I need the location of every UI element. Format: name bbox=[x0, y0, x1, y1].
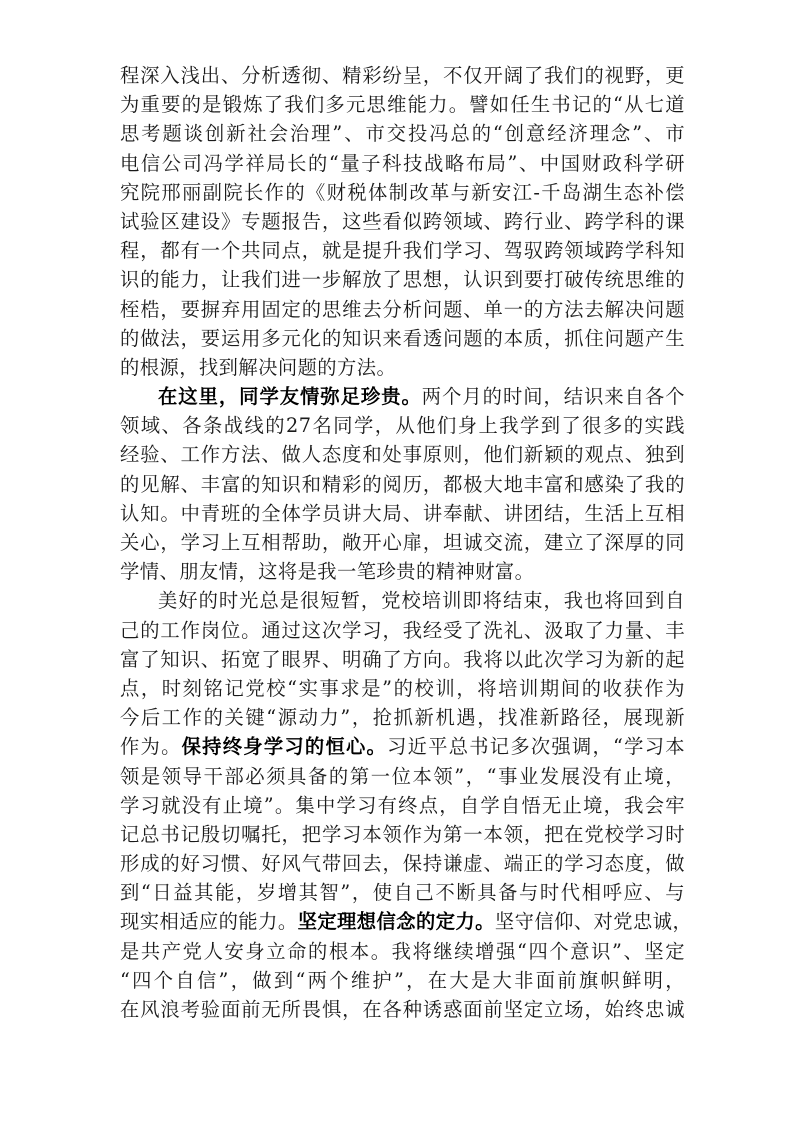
text-run: 现实相适应的能力。 bbox=[120, 910, 298, 934]
text-line: 的见解、丰富的知识和精彩的阅历，都极大地丰富和感染了我的 bbox=[120, 472, 685, 496]
bold-heading: 在这里，同学友情弥足珍贵。 bbox=[158, 385, 422, 409]
text-line: 到“日益其能，岁增其智”，使自己不断具备与时代相呼应、与 bbox=[120, 881, 685, 905]
body-text bbox=[120, 61, 693, 1024]
text-line: 经验、工作方法、做人态度和处事原则，他们新颖的观点、独到 bbox=[120, 443, 685, 467]
text-line: 程，都有一个共同点，就是提升我们学习、驾驭跨领域跨学科知 bbox=[120, 239, 685, 263]
text-line: 识的能力，让我们进一步解放了思想，认识到要打破传统思维的 bbox=[120, 268, 685, 292]
text-line: “四个自信”，做到“两个维护”，在大是大非面前旗帜鲜明， bbox=[120, 968, 685, 992]
text-line: 己的工作岗位。通过这次学习，我经受了洗礼、汲取了力量、丰 bbox=[120, 618, 685, 642]
text-line: 记总书记殷切嘱托，把学习本领作为第一本领，把在党校学习时 bbox=[120, 822, 685, 846]
text-line: 电信公司冯学祥局长的“量子科技战略布局”、中国财政科学研 bbox=[120, 151, 685, 175]
text-line: 的根源，找到解决问题的方法。 bbox=[120, 355, 397, 379]
text-line: 程深入浅出、分析透彻、精彩纷呈，不仅开阔了我们的视野，更 bbox=[120, 64, 685, 87]
text-line: 在风浪考验面前无所畏惧，在各种诱惑面前坚定立场，始终忠诚 bbox=[120, 998, 685, 1021]
bold-heading: 坚定理想信念的定力。 bbox=[297, 910, 495, 934]
text-line: 学情、朋友情，这将是我一笔珍贵的精神财富。 bbox=[120, 560, 535, 584]
text-line: 形成的好习惯、好风气带回去，保持谦虚、端正的学习态度，做 bbox=[120, 852, 685, 876]
bold-heading: 保持终身学习的恒心。 bbox=[181, 735, 388, 759]
text-line: 桎梏，要摒弃用固定的思维去分析问题、单一的方法去解决问题 bbox=[120, 297, 685, 321]
text-line: 学习就没有止境”。集中学习有终点，自学自悟无止境，我会牢 bbox=[120, 793, 685, 817]
text-line: 是共产党人安身立命的根本。我将继续增强“四个意识”、坚定 bbox=[120, 939, 685, 963]
text-line: 究院邢丽副院长作的《财税体制改革与新安江-千岛湖生态补偿 bbox=[120, 180, 685, 204]
text-line: 领是领导干部必须具备的第一位本领”，“事业发展没有止境， bbox=[120, 764, 685, 788]
text-line: 富了知识、拓宽了眼界、明确了方向。我将以此次学习为新的起 bbox=[120, 647, 685, 671]
paragraph-first-line bbox=[120, 382, 685, 411]
text-line: 认知。中青班的全体学员讲大局、讲奉献、讲团结，生活上互相 bbox=[120, 501, 685, 525]
text-line: 领域、各条战线的27名同学，从他们身上我学到了很多的实践 bbox=[120, 414, 685, 438]
text-line: 点，时刻铭记党校“实事求是”的校训，将培训期间的收获作为 bbox=[120, 676, 685, 700]
text-line: 试验区建设》专题报告，这些看似跨领域、跨行业、跨学科的课 bbox=[120, 209, 685, 233]
text-line bbox=[120, 907, 693, 936]
text-line: 今后工作的关键“源动力”，抢抓新机遇，找准新路径，展现新 bbox=[120, 706, 685, 730]
text-run: 两个月的时间，结识来自各个 bbox=[421, 385, 685, 409]
text-run: 坚守信仰、对党忠诚， bbox=[494, 910, 693, 934]
text-run: 作为。 bbox=[120, 735, 182, 759]
text-run: 习近平总书记多次强调，“学习本 bbox=[387, 735, 685, 759]
text-line: 为重要的是锻炼了我们多元思维能力。譬如任生书记的“从七道 bbox=[120, 93, 685, 117]
text-line: 的做法，要运用多元化的知识来看透问题的本质，抓住问题产生 bbox=[120, 326, 685, 350]
paragraph-first-line: 美好的时光总是很短暂，党校培训即将结束，我也将回到自 bbox=[158, 589, 685, 613]
text-line bbox=[120, 732, 685, 761]
text-line: 思考题谈创新社会治理”、市交投冯总的“创意经济理念”、市 bbox=[120, 122, 685, 146]
text-line: 关心，学习上互相帮助，敞开心扉，坦诚交流，建立了深厚的同 bbox=[120, 531, 685, 554]
